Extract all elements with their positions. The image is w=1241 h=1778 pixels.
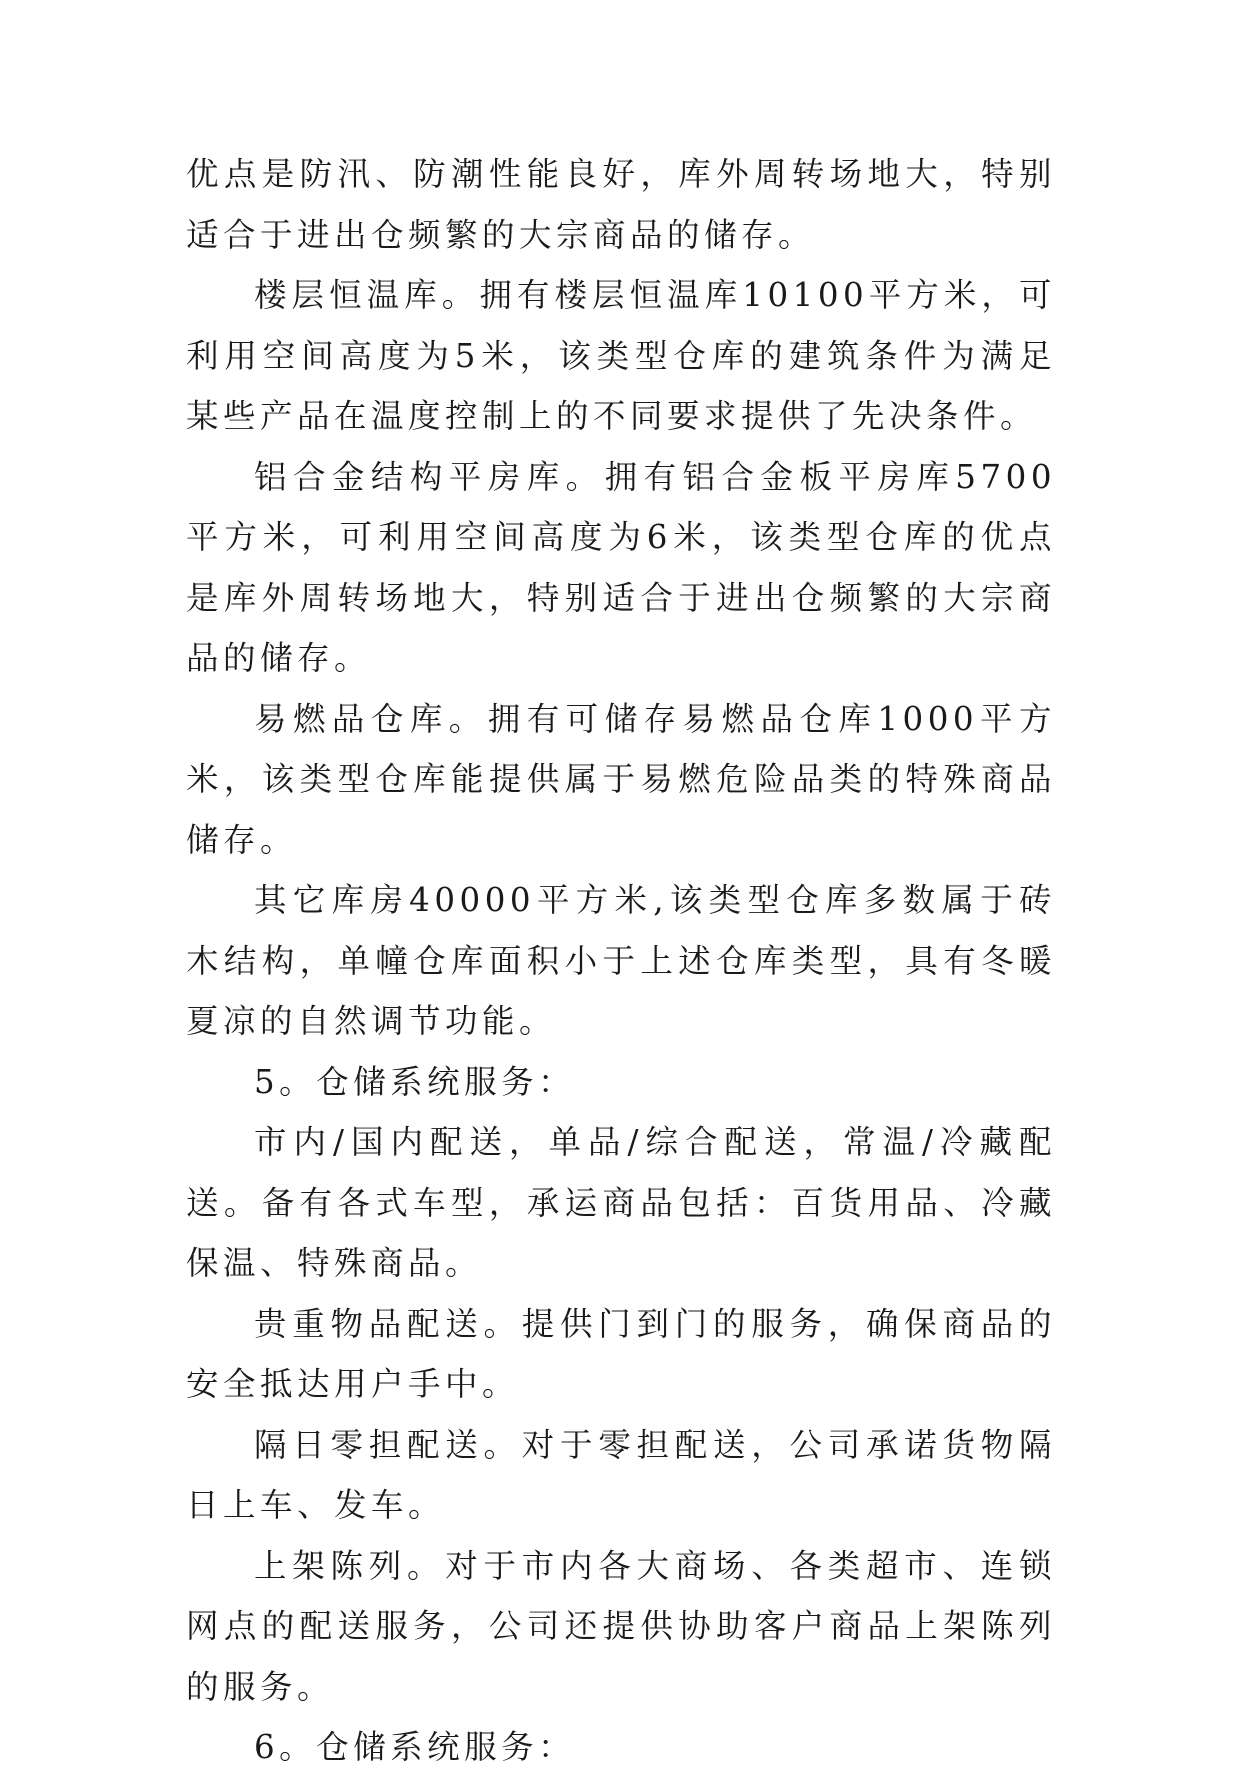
paragraph-8: 贵重物品配送。提供门到门的服务，确保商品的安全抵达用户手中。 [186,1304,1056,1403]
section-heading-6: 6。仓储系统服务： [254,1728,576,1766]
paragraph-1: 优点是防汛、防潮性能良好，库外周转场地大，特别适合于进出仓频繁的大宗商品的储存。 [186,155,1056,254]
paragraph-9: 隔日零担配送。对于零担配送，公司承诺货物隔日上车、发车。 [186,1425,1056,1524]
paragraph-2: 楼层恒温库。拥有楼层恒温库10100平方米，可利用空间高度为5米，该类型仓库的建筑条件为满足某些产品在温度控制上的不同要求提供了先决条件。 [186,276,1056,435]
paragraph-4: 易燃品仓库。拥有可储存易燃品仓库1000平方米，该类型仓库能提供属于易燃危险品类的特殊商品储存。 [186,699,1056,859]
section-heading-5: 5。仓储系统服务： [254,1062,576,1101]
body-text [186,144,1056,1778]
paragraph-3: 铝合金结构平房库。拥有铝合金板平房库5700平方米，可利用空间高度为6米，该类型仓库的优点是库外周转场地大，特别适合于进出仓频繁的大宗商品的储存。 [186,457,1056,677]
paragraph-10: 上架陈列。对于市内各大商场、各类超市、连锁网点的配送服务，公司还提供协助客户商品上架陈列的服务。 [186,1546,1056,1706]
paragraph-5: 其它库房40000平方米,该类型仓库多数属于砖木结构，单幢仓库面积小于上述仓库类型，具有冬暖夏凉的自然调节功能。 [186,881,1056,1040]
paragraph-7: 市内/国内配送，单品/综合配送，常温/冷藏配送。备有各式车型，承运商品包括：百货用品、冷藏保温、特殊商品。 [186,1123,1056,1282]
